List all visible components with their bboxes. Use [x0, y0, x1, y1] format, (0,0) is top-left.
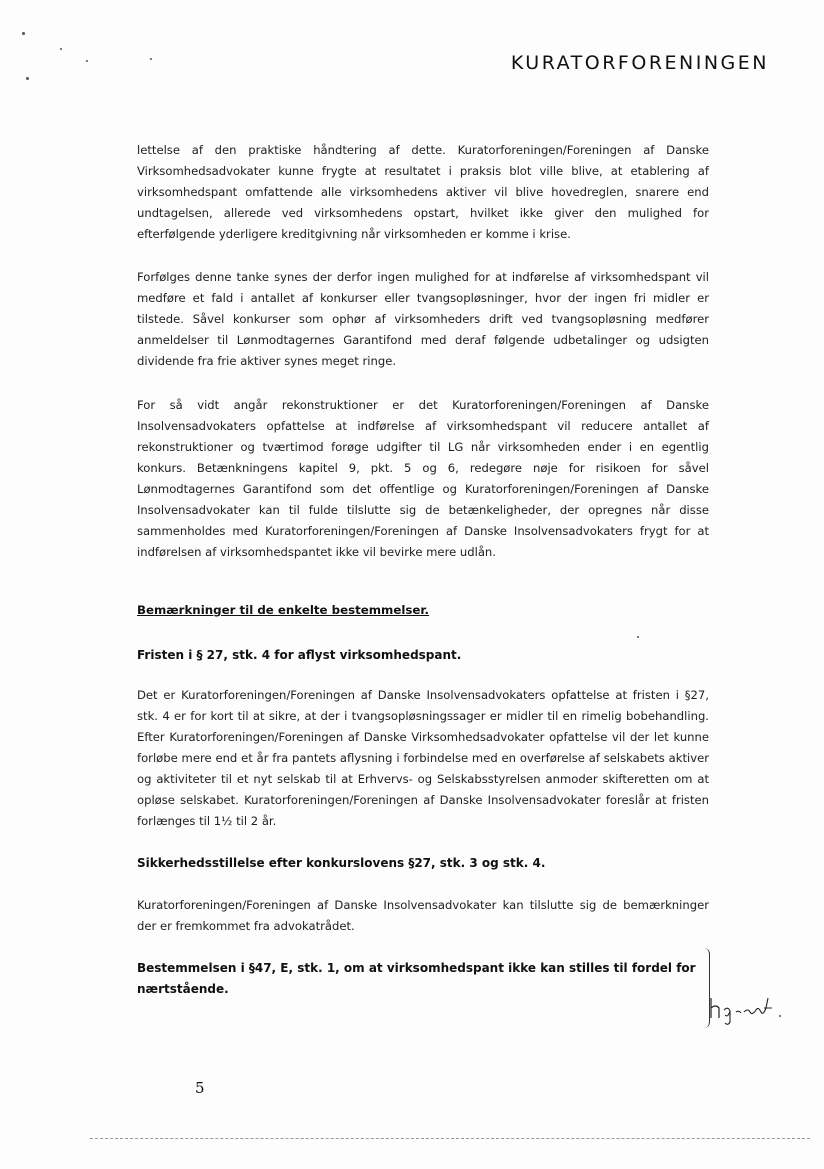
scan-speck [26, 77, 29, 80]
paragraph-2: Forfølges denne tanke synes der derfor ingen mulighed for at indførelse af virksomhedspant vil medføre et fald i antallet af konkurser eller tvangsopløsninger, hvor der ingen fri midler er tilstede. Såvel konkurser som ophør af virksomheders drift ved tvangsopløsning medfører anmeldelser til Lønmodtagernes Garantifond med deraf følgende udbetalinger og udsigten dividende fra frie aktiver synes meget ringe. [137, 270, 709, 368]
scan-speck [86, 60, 88, 62]
scan-speck [60, 48, 62, 50]
page-number: 5 [195, 1079, 205, 1097]
paragraph-4: Det er Kuratorforeningen/Foreningen af Danske Insolvensadvokaters opfattelse at fristen i §27, stk. 4 er for kort til at sikre, at der i tvangsopløsningssager er midler til en rimelig bobehandling. Efter Kuratorforeningen/Foreningen af Danske Virksomhedsadvokater opfattelse vil der let kunne forløbe mere end et år fra pantets aflysning i forbindelse med en overførelse af selskabets aktiver og aktiviteter til et nyt selskab til at Erhvervs- og Selskabsstyrelsen anmoder skifteretten om at opløse selskabet. Kuratorforeningen/Foreningen af Danske Insolvensadvokater foreslår at fristen forlænges til 1½ til 2 år. [137, 688, 709, 828]
letterhead-title: KURATORFORENINGEN [510, 52, 769, 74]
scan-edge-line [90, 1138, 810, 1139]
scan-speck [22, 32, 25, 35]
section-heading: Bemærkninger til de enkelte bestemmelser. [137, 603, 430, 617]
heading-fristen: Fristen i § 27, stk. 4 for aflyst virksomhedspant. [137, 648, 462, 662]
heading-sikkerhedsstillelse: Sikkerhedsstillelse efter konkurslovens §27, stk. 3 og stk. 4. [137, 856, 546, 870]
scan-speck [637, 636, 639, 638]
paragraph-5: Kuratorforeningen/Foreningen af Danske Insolvensadvokater kan tilslutte sig de bemærkninger der er fremkommet fra advokatrådet. [137, 898, 709, 933]
handwritten-note-icon [708, 988, 788, 1028]
paragraph-1: lettelse af den praktiske håndtering af dette. Kuratorforeningen/Foreningen af Danske Virksomhedsadvokater kunne frygte at resultatet i praksis blot ville blive, at etablering af virksomhedspant omfattende alle virksomhedens aktiver vil blive hovedreglen, snarere end undtagelsen, allerede ved virksomhedens opstart, hvilket ikke giver den mulighed for efterfølgende yderligere kreditgivning når virksomheden er komme i krise. [137, 143, 709, 241]
paragraph-3: For så vidt angår rekonstruktioner er det Kuratorforeningen/Foreningen af Danske Insolvensadvokaters opfattelse at indførelse af virksomhedspant vil reducere antallet af rekonstruktioner og tværtimod forøge udgifter til LG når virksomheden ender i en egentlig konkurs. Betænkningens kapitel 9, pkt. 5 og 6, redegøre nøje for risikoen for såvel Lønmodtagernes Garantifond som det offentlige og Kuratorforeningen/Foreningen af Danske Insolvensadvokater kan til fulde tilslutte sig de betænkeligheder, der opregnes når disse sammenholdes med Kuratorforeningen/Foreningen af Danske Insolvensadvokaters frygt for at indførelsen af virksomhedspantet ikke vil bevirke mere udlån. [137, 398, 709, 559]
scan-speck [150, 58, 152, 60]
heading-bestemmelsen: Bestemmelsen i §47, E, stk. 1, om at virksomhedspant ikke kan stilles til fordel for nærtstående. [137, 961, 696, 996]
